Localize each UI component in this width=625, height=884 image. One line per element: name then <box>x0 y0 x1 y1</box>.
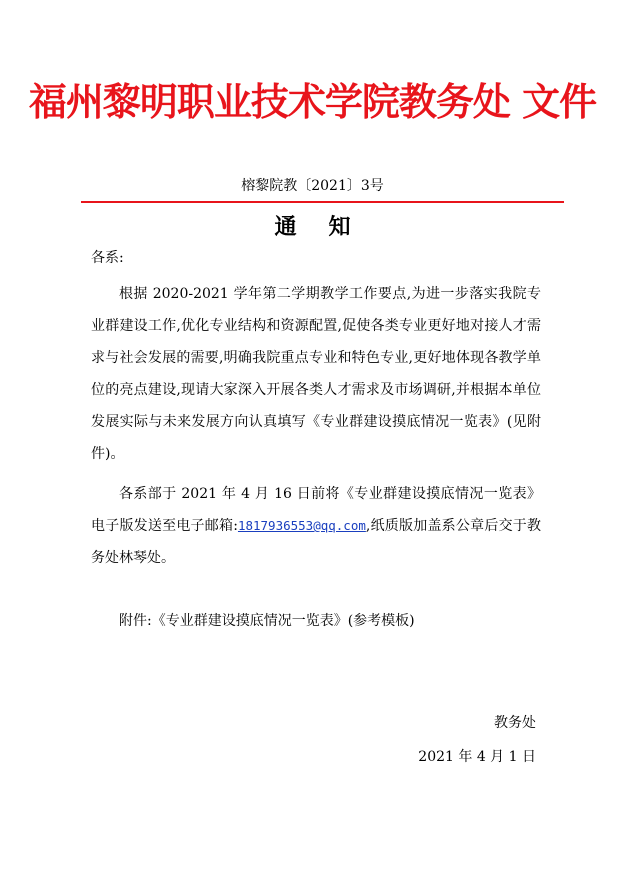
email-link[interactable]: 1817936553@qq.com <box>237 518 366 533</box>
salutation: 各系: <box>91 250 124 266</box>
document-number: 榕黎院教〔2021〕3号 <box>241 178 384 194</box>
notice-title: 通知 <box>274 215 383 240</box>
body-paragraph-2 <box>91 478 541 574</box>
attachment-line: 附件:《专业群建设摸底情况一览表》(参考模板) <box>119 613 415 629</box>
paragraph-2-text-after-email: ,纸质版加盖系公章后交于教务处林琴处。 <box>91 518 542 566</box>
header-red-rule <box>81 201 564 203</box>
body-paragraph-1: 根据 2020-2021 学年第二学期教学工作要点,为进一步落实我院专业群建设工作,优化专业结构和资源配置,促使各类专业更好地对接人才需求与社会发展的需要,明确我院重点专业和特色专业,更好地体现各教学单位的亮点建设,现请大家深入开展各类人才需求及市场调研,并根据本单位发展实际与未来发展方向认真填写《专业群建设摸底情况一览表》(见附件)。 <box>91 286 541 462</box>
paragraph-2-text-before-email: 各系部于 2021 年 4 月 16 日前将《专业群建设摸底情况一览表》电子版发送至电子邮箱: <box>91 486 541 534</box>
signature-department: 教务处 <box>494 715 536 731</box>
document-header-title: 福州黎明职业技术学院教务处 文件 <box>28 80 597 124</box>
signature-date: 2021 年 4 月 1 日 <box>418 749 536 765</box>
